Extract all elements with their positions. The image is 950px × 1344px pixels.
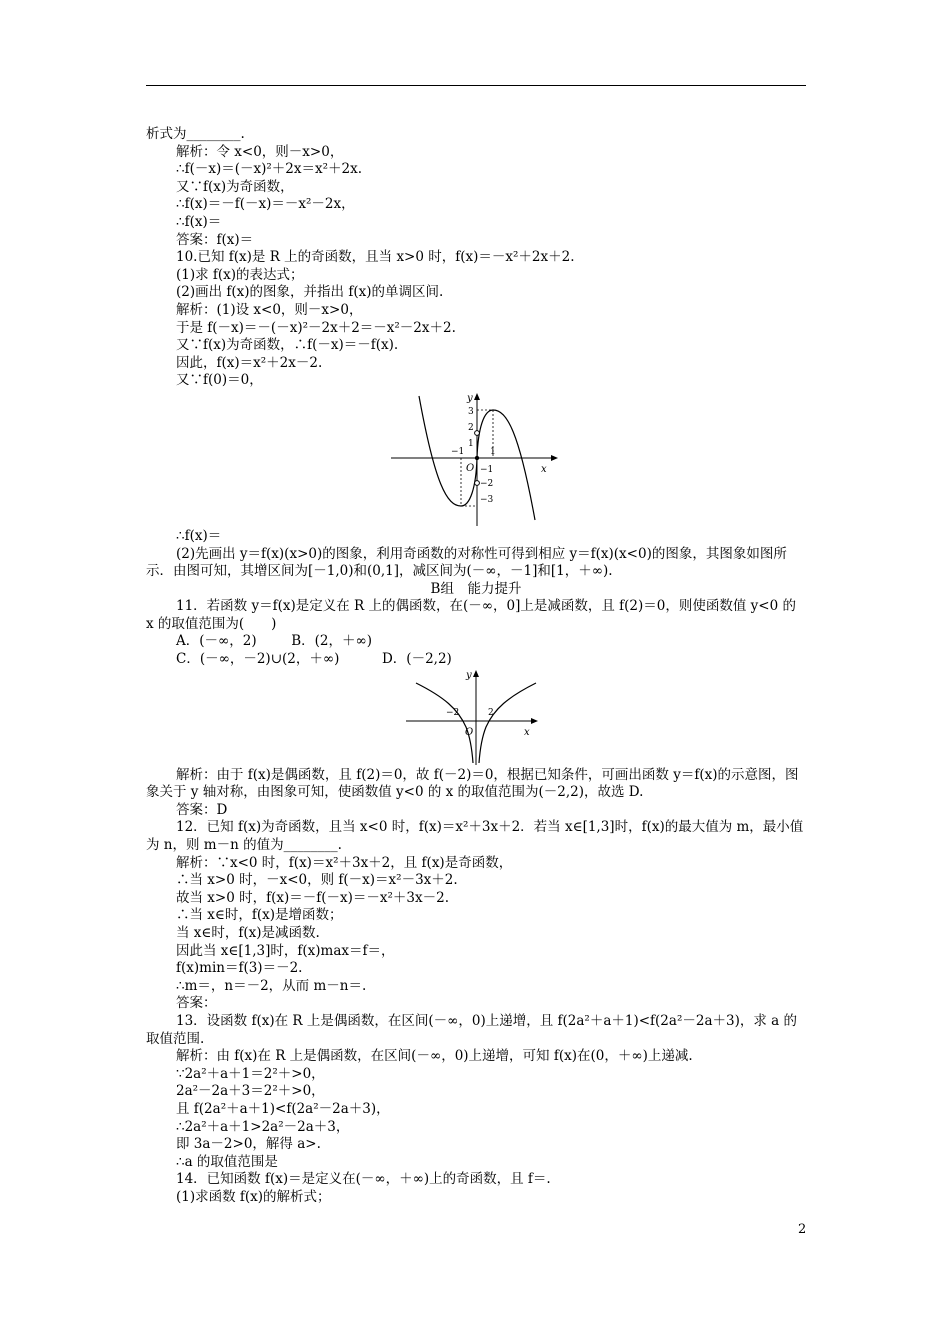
y-axis-label: y [466,669,472,681]
text-line: ∴f(x)＝ [176,213,222,230]
options-row [146,651,806,669]
open-point-upper [475,431,480,436]
text-line: ∴当 x∈时，f(x)是增函数； [176,907,343,924]
text-line: ∴f(x)＝ [176,527,222,544]
paragraph: 解析：由于 f(x)是偶函数，且 f(2)＝0，故 f(－2)＝0，根据已知条件，可画出函数 y＝f(x)的示意图，图象关于 y 轴对称，由图象可知，使函数值 y<0 的 x 的取值范围为(－2,2)，故选 D. [146,766,799,801]
text-line: 于是 f(－x)＝－(－x)²－2x＋2＝－x²－2x＋2. [176,319,456,336]
open-point-lower [475,481,480,486]
text-line: 2a²－2a＋3＝2²＋>0， [176,1083,325,1100]
x-axis-arrow [551,455,558,461]
y-axis-arrow [473,670,479,677]
y-axis-label: y [467,392,473,404]
origin-label: O [466,462,475,474]
text-line: 即 3a－2>0，解得 a>. [176,1136,321,1153]
text-line: ∴f(x)＝－f(－x)＝－x²－2x， [176,196,355,213]
text-line: 当 x∈时，f(x)是减函数. [176,925,320,941]
graph-even-function [406,669,546,765]
text-line: 解析：由 f(x)在 R 上是偶函数，在区间(－∞，0)上递增，可知 f(x)在(0，＋∞)上递减. [176,1048,693,1065]
text-line: 答案： [176,995,217,1012]
y-tick-label: 3 [468,406,474,417]
x-tick-label: 2 [488,707,494,718]
text-line: 10.已知 f(x)是 R 上的奇函数，且当 x>0 时，f(x)＝－x²＋2x＋2. [176,249,575,266]
text-line: ∴a 的取值范围是 [176,1153,278,1170]
page-number: 2 [798,1222,807,1237]
paragraph: (2)先画出 y＝f(x)(x>0)的图象，利用奇函数的对称性可得到相应 y＝f(x)(x<0)的图象，其图象如图所示．由图可知，其增区间为[－1,0)和(0,1]，减区间为(－∞，－1]和[1，＋∞). [146,545,787,580]
option-b: B．(2，＋∞) [291,633,373,650]
text-line: ∴当 x>0 时，－x<0，则 f(－x)＝x²－3x＋2. [176,872,458,889]
option-d: D．(－2,2) [381,651,452,668]
text-line: ∵2a²＋a＋1＝2²＋>0， [176,1065,325,1082]
x-tick-label: 1 [490,446,496,457]
figure-even-function-graph [146,669,806,767]
text-line: 因此当 x∈[1,3]时，f(x)max＝f＝， [176,942,395,959]
x-axis-label: x [541,463,547,475]
x-axis-arrow [531,718,538,724]
text-line: 又∵f(x)为奇函数， [176,178,294,195]
text-line: 故当 x>0 时，f(x)＝－f(－x)＝－x²＋3x－2. [176,889,449,906]
text-line: 答案：f(x)＝ [176,231,254,248]
paragraph: 12．已知 f(x)为奇函数，且当 x<0 时，f(x)＝x²＋3x＋2．若当 x∈[1,3]时，f(x)的最大值为 m，最小值为 n，则 m－n 的值为________. [146,819,804,854]
text-line: 又∵f(x)为奇函数，∴f(－x)＝－f(x). [176,337,399,354]
header-rule [146,85,806,86]
figure-odd-function-graph [146,392,806,528]
origin-label: O [465,726,474,738]
x-axis-label: x [524,726,530,738]
text-line: 解析：∵x<0 时，f(x)＝x²＋3x＋2，且 f(x)是奇函数， [176,854,513,871]
graph-odd-function [391,392,561,526]
curve-right-branch [479,683,536,763]
text-line: ∴f(－x)＝(－x)²＋2x＝x²＋2x. [176,161,363,178]
y-tick-label: 2 [468,422,474,433]
text-line: ∴2a²＋a＋1>2a²－2a＋3， [176,1118,350,1135]
paragraph: 11．若函数 y＝f(x)是定义在 R 上的偶函数，在(－∞，0]上是减函数，且 f(2)＝0，则使函数值 y<0 的 x 的取值范围为( ) [146,598,796,632]
section-heading: B组 能力提升 [430,580,522,597]
text-line: 因此，f(x)＝x²＋2x－2. [176,354,323,371]
y-tick-label: −3 [480,494,494,505]
x-tick-label: −2 [446,707,460,718]
curve-left-branch [416,683,473,763]
document-body [146,126,806,1207]
text-line: 且 f(2a²＋a＋1)<f(2a²－2a＋3)， [176,1100,390,1117]
text-line: 解析：令 x<0，则－x>0， [176,143,344,160]
text-line: ∴m＝，n＝－2，从而 m－n＝. [176,977,367,994]
y-axis-arrow [474,393,480,400]
y-tick-label: 1 [468,438,474,449]
y-tick-label: −2 [480,478,494,489]
text-line: (1)求函数 f(x)的解析式； [176,1188,331,1205]
text-line: 析式为________. [146,126,245,142]
x-tick-label: −1 [451,446,465,457]
text-line: 又∵f(0)＝0， [176,372,263,389]
text-line: (2)画出 f(x)的图象，并指出 f(x)的单调区间. [176,284,444,301]
paragraph: 13．设函数 f(x)在 R 上是偶函数，在区间(－∞，0)上递增，且 f(2a²＋a＋1)<f(2a²－2a＋3)，求 a 的取值范围. [146,1012,797,1047]
text-line: f(x)min＝f(3)＝－2. [176,960,303,977]
text-line: (1)求 f(x)的表达式； [176,266,304,283]
option-c: C．(－∞，－2)∪(2，＋∞) [176,651,340,668]
text-line: 解析：(1)设 x<0，则－x>0， [176,301,363,318]
solid-point-origin [475,456,479,460]
y-tick-label: −1 [480,464,494,475]
options-row [146,633,806,651]
text-line: 答案：D [176,801,228,818]
text-line: 14．已知函数 f(x)＝是定义在(－∞，＋∞)上的奇函数，且 f＝. [176,1171,551,1188]
option-a: A．(－∞，2) [176,633,257,650]
